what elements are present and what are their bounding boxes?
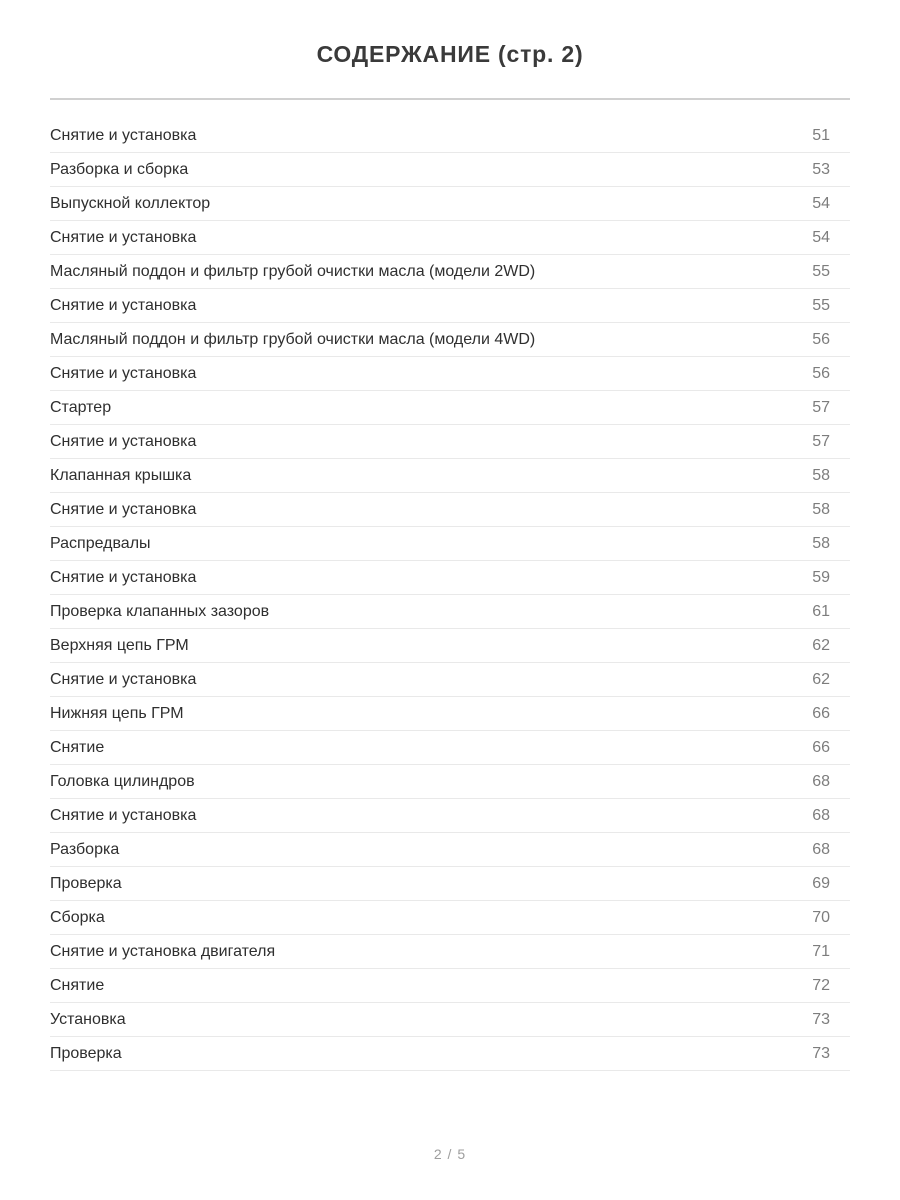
toc-item-page: 58 [812, 534, 830, 552]
toc-item-page: 56 [812, 364, 830, 382]
toc-item-label: Снятие и установка [50, 364, 197, 382]
toc-row[interactable] [50, 935, 850, 969]
toc-item-label: Головка цилиндров [50, 772, 195, 790]
toc-row[interactable] [50, 323, 850, 357]
toc-item-page: 57 [812, 398, 830, 416]
toc-item-page: 66 [812, 738, 830, 756]
toc-row[interactable] [50, 867, 850, 901]
toc-item-page: 69 [812, 874, 830, 892]
toc-item-page: 59 [812, 568, 830, 586]
toc-item-label: Снятие и установка [50, 670, 197, 688]
toc-item-page: 71 [812, 942, 830, 960]
toc-row[interactable] [50, 221, 850, 255]
toc-row[interactable] [50, 765, 850, 799]
toc-item-label: Установка [50, 1010, 126, 1028]
toc-item-page: 57 [812, 432, 830, 450]
toc-item-label: Клапанная крышка [50, 466, 192, 484]
toc-row[interactable] [50, 663, 850, 697]
toc-item-label: Сборка [50, 908, 105, 926]
toc-item-label: Распредвалы [50, 534, 151, 552]
toc-item-page: 62 [812, 670, 830, 688]
header-divider [50, 98, 850, 100]
toc-row[interactable] [50, 255, 850, 289]
toc-item-label: Снятие и установка [50, 806, 197, 824]
toc-item-page: 70 [812, 908, 830, 926]
toc-row[interactable] [50, 527, 850, 561]
toc-row[interactable] [50, 1037, 850, 1071]
toc-item-page: 53 [812, 160, 830, 178]
toc-item-label: Масляный поддон и фильтр грубой очистки масла (модели 4WD) [50, 330, 536, 348]
toc-item-label: Снятие и установка [50, 296, 197, 314]
toc-item-page: 73 [812, 1010, 830, 1028]
toc-item-page: 51 [812, 126, 830, 144]
page-indicator: 2 / 5 [433, 1146, 467, 1162]
toc-item-label: Снятие [50, 738, 105, 756]
toc-item-page: 66 [812, 704, 830, 722]
toc-row[interactable] [50, 357, 850, 391]
toc-item-label: Снятие и установка [50, 228, 197, 246]
toc-item-page: 68 [812, 806, 830, 824]
toc-row[interactable] [50, 799, 850, 833]
toc-item-page: 54 [812, 228, 830, 246]
toc-item-page: 61 [812, 602, 830, 620]
toc-item-label: Снятие и установка [50, 126, 197, 144]
toc-item-label: Разборка и сборка [50, 160, 189, 178]
toc-item-page: 55 [812, 296, 830, 314]
toc-row[interactable] [50, 493, 850, 527]
toc-item-label: Верхняя цепь ГРМ [50, 636, 189, 654]
toc-item-label: Снятие [50, 976, 105, 994]
toc-row[interactable] [50, 901, 850, 935]
toc-item-page: 68 [812, 840, 830, 858]
toc-row[interactable] [50, 153, 850, 187]
toc-item-label: Снятие и установка [50, 432, 197, 450]
toc-item-label: Масляный поддон и фильтр грубой очистки масла (модели 2WD) [50, 262, 536, 280]
page-title: СОДЕРЖАНИЕ (стр. 2) [316, 41, 584, 67]
toc-list [50, 119, 850, 1071]
toc-row[interactable] [50, 289, 850, 323]
toc-item-page: 73 [812, 1044, 830, 1062]
toc-row[interactable] [50, 697, 850, 731]
toc-item-label: Проверка клапанных зазоров [50, 602, 270, 620]
toc-item-page: 62 [812, 636, 830, 654]
toc-item-label: Проверка [50, 1044, 122, 1062]
toc-row[interactable] [50, 833, 850, 867]
toc-row[interactable] [50, 595, 850, 629]
toc-item-label: Нижняя цепь ГРМ [50, 704, 184, 722]
toc-item-page: 68 [812, 772, 830, 790]
toc-row[interactable] [50, 119, 850, 153]
toc-row[interactable] [50, 425, 850, 459]
toc-item-label: Снятие и установка [50, 500, 197, 518]
toc-row[interactable] [50, 187, 850, 221]
toc-row[interactable] [50, 1003, 850, 1037]
toc-row[interactable] [50, 969, 850, 1003]
toc-item-page: 55 [812, 262, 830, 280]
toc-item-page: 72 [812, 976, 830, 994]
toc-item-label: Проверка [50, 874, 122, 892]
toc-row[interactable] [50, 459, 850, 493]
toc-row[interactable] [50, 391, 850, 425]
toc-item-label: Снятие и установка [50, 568, 197, 586]
toc-item-page: 58 [812, 466, 830, 484]
toc-item-label: Снятие и установка двигателя [50, 942, 276, 960]
toc-row[interactable] [50, 629, 850, 663]
toc-item-page: 58 [812, 500, 830, 518]
toc-item-page: 54 [812, 194, 830, 212]
toc-row[interactable] [50, 561, 850, 595]
toc-row[interactable] [50, 731, 850, 765]
toc-item-label: Выпускной коллектор [50, 194, 211, 212]
toc-item-label: Разборка [50, 840, 120, 858]
toc-item-label: Стартер [50, 398, 112, 416]
toc-item-page: 56 [812, 330, 830, 348]
